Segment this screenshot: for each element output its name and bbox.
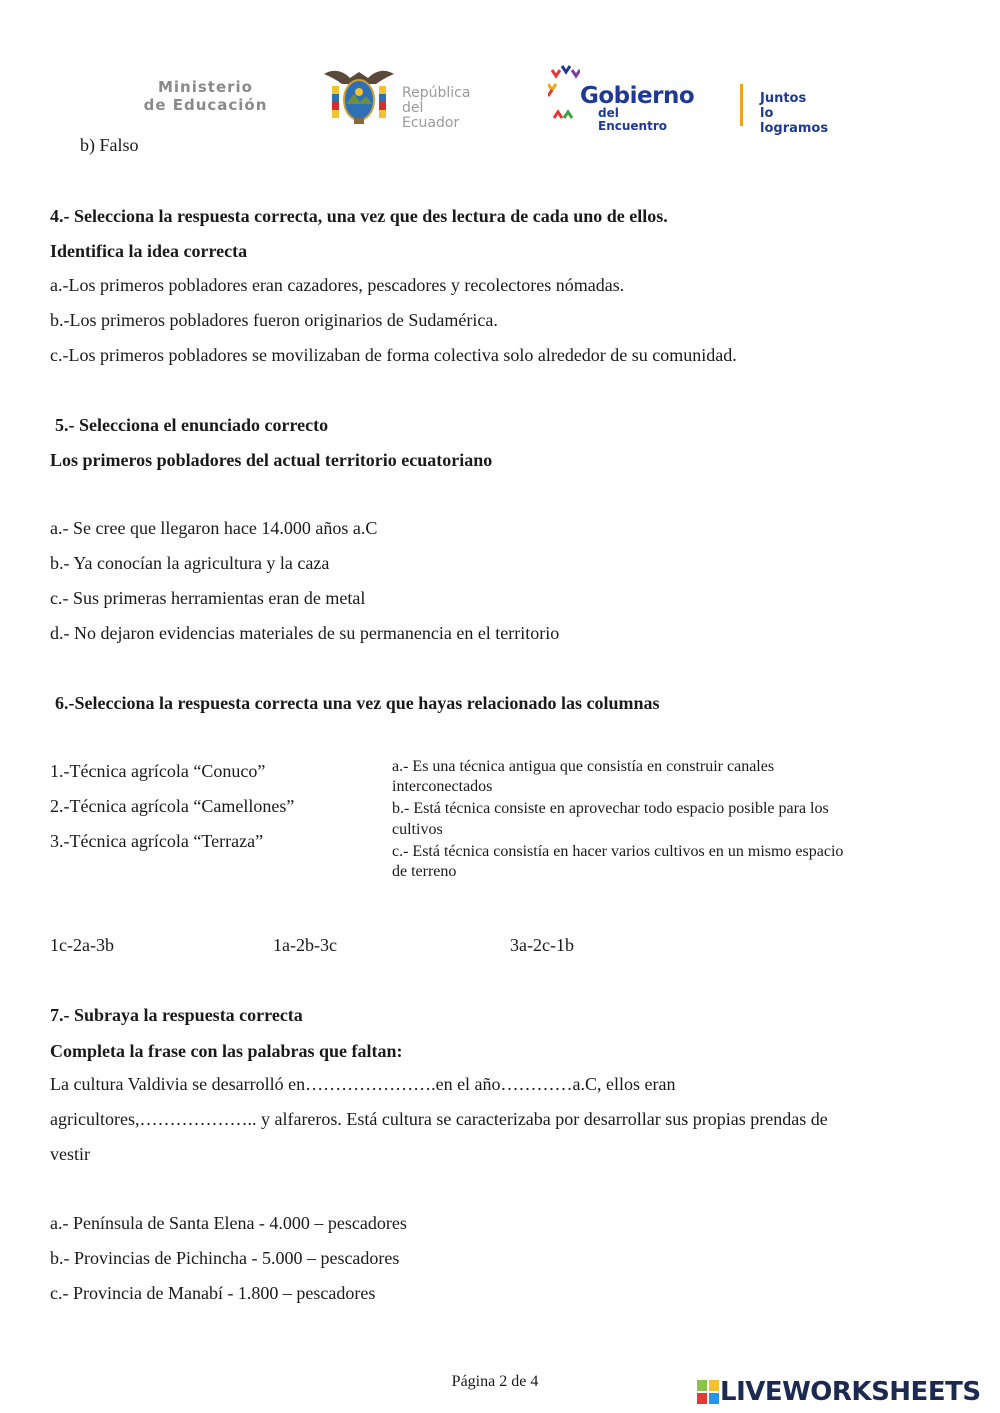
page-of: de: [511, 1373, 527, 1390]
q7-option-a[interactable]: a.- Península de Santa Elena - 4.000 – pescadores: [50, 1213, 407, 1233]
option-b-falso[interactable]: b) Falso: [80, 135, 139, 155]
q6-right-item-c-line-1: c.- Está técnica consistía en hacer varios cultivos en un mismo espacio: [392, 843, 844, 860]
q5-option-b[interactable]: b.- Ya conocían la agricultura y la caza: [50, 553, 330, 573]
q6-left-item-3: 3.-Técnica agrícola “Terraza”: [50, 831, 264, 851]
q5-option-a[interactable]: a.- Se cree que llegaron hace 14.000 años a.C: [50, 518, 378, 538]
gobierno-logo-title: Gobierno: [580, 83, 695, 109]
question-5-subtitle: Los primeros pobladores del actual territorio ecuatoriano: [50, 450, 493, 470]
q7-text-line-1: La cultura Valdivia se desarrolló en………………….en el año…………a.C, ellos eran: [50, 1074, 676, 1094]
q4-option-a[interactable]: a.-Los primeros pobladores eran cazadores, pescadores y recolectores nómadas.: [50, 275, 625, 295]
q6-answer-1[interactable]: 1c-2a-3b: [50, 935, 114, 955]
q6-answer-2[interactable]: 1a-2b-3c: [273, 935, 337, 955]
ministerio-line-1: Ministerio: [157, 78, 253, 96]
ministerio-line-2: de Educación: [143, 96, 268, 114]
gobierno-logo-subtitle: del Encuentro: [598, 106, 667, 133]
q6-right-item-c-line-2: de terreno: [392, 863, 457, 880]
question-7-title: 7.- Subraya la respuesta correcta: [50, 1005, 303, 1025]
q7-option-c[interactable]: c.- Provincia de Manabí - 1.800 – pescadores: [50, 1283, 376, 1303]
q7-option-b[interactable]: b.- Provincias de Pichincha - 5.000 – pescadores: [50, 1248, 400, 1268]
q4-option-c[interactable]: c.-Los primeros pobladores se movilizaban de forma colectiva solo alrededor de su comunidad.: [50, 345, 737, 365]
q6-right-item-a-line-1: a.- Es una técnica antigua que consistía en construir canales: [392, 758, 775, 775]
q4-option-b[interactable]: b.-Los primeros pobladores fueron originarios de Sudamérica.: [50, 310, 498, 330]
question-6-title: 6.-Selecciona la respuesta correcta una vez que hayas relacionado las columnas: [55, 693, 660, 713]
q5-option-d[interactable]: d.- No dejaron evidencias materiales de su permanencia en el territorio: [50, 623, 560, 643]
page-current: 2: [499, 1373, 508, 1390]
juntos-line-2: lo logramos: [760, 106, 829, 136]
question-4-subtitle: Identifica la idea correcta: [50, 241, 248, 261]
gobierno-chevrons-icon: [548, 64, 580, 122]
ecuador-coat-of-arms-icon: [318, 64, 400, 126]
q6-left-item-1: 1.-Técnica agrícola “Conuco”: [50, 761, 266, 781]
q6-left-item-2: 2.-Técnica agrícola “Camellones”: [50, 796, 295, 816]
q7-text-line-3: vestir: [50, 1144, 90, 1164]
page-total: 4: [530, 1373, 539, 1390]
q7-text-line-2: agricultores,……………….. y alfareros. Está cultura se caracterizaba por desarrollar sus propias prendas de: [50, 1109, 828, 1129]
logo-divider: [740, 84, 743, 126]
juntos-logo-text: [760, 91, 828, 136]
juntos-line-1: Juntos: [760, 91, 807, 106]
q6-right-item-a-line-2: interconectados: [392, 778, 493, 795]
republica-logo-text: [402, 86, 470, 131]
republica-line-2: del Ecuador: [402, 100, 460, 131]
question-7-subtitle: Completa la frase con las palabras que faltan:: [50, 1041, 403, 1061]
q6-right-item-b-line-2: cultivos: [392, 821, 443, 838]
liveworksheets-logo-icon: [697, 1380, 719, 1404]
page-label: Página: [451, 1373, 496, 1390]
q6-answer-3[interactable]: 3a-2c-1b: [510, 935, 574, 955]
liveworksheets-brand[interactable]: LIVEWORKSHEETS: [720, 1377, 981, 1407]
question-4-title: 4.- Selecciona la respuesta correcta, una vez que des lectura de cada uno de ellos.: [50, 206, 668, 226]
q6-right-item-b-line-1: b.- Está técnica consiste en aprovechar todo espacio posible para los: [392, 800, 829, 817]
question-5-title: 5.- Selecciona el enunciado correcto: [55, 415, 329, 435]
ministerio-logo: [118, 78, 293, 114]
republica-line-1: República: [402, 85, 471, 101]
q5-option-c[interactable]: c.- Sus primeras herramientas eran de metal: [50, 588, 366, 608]
